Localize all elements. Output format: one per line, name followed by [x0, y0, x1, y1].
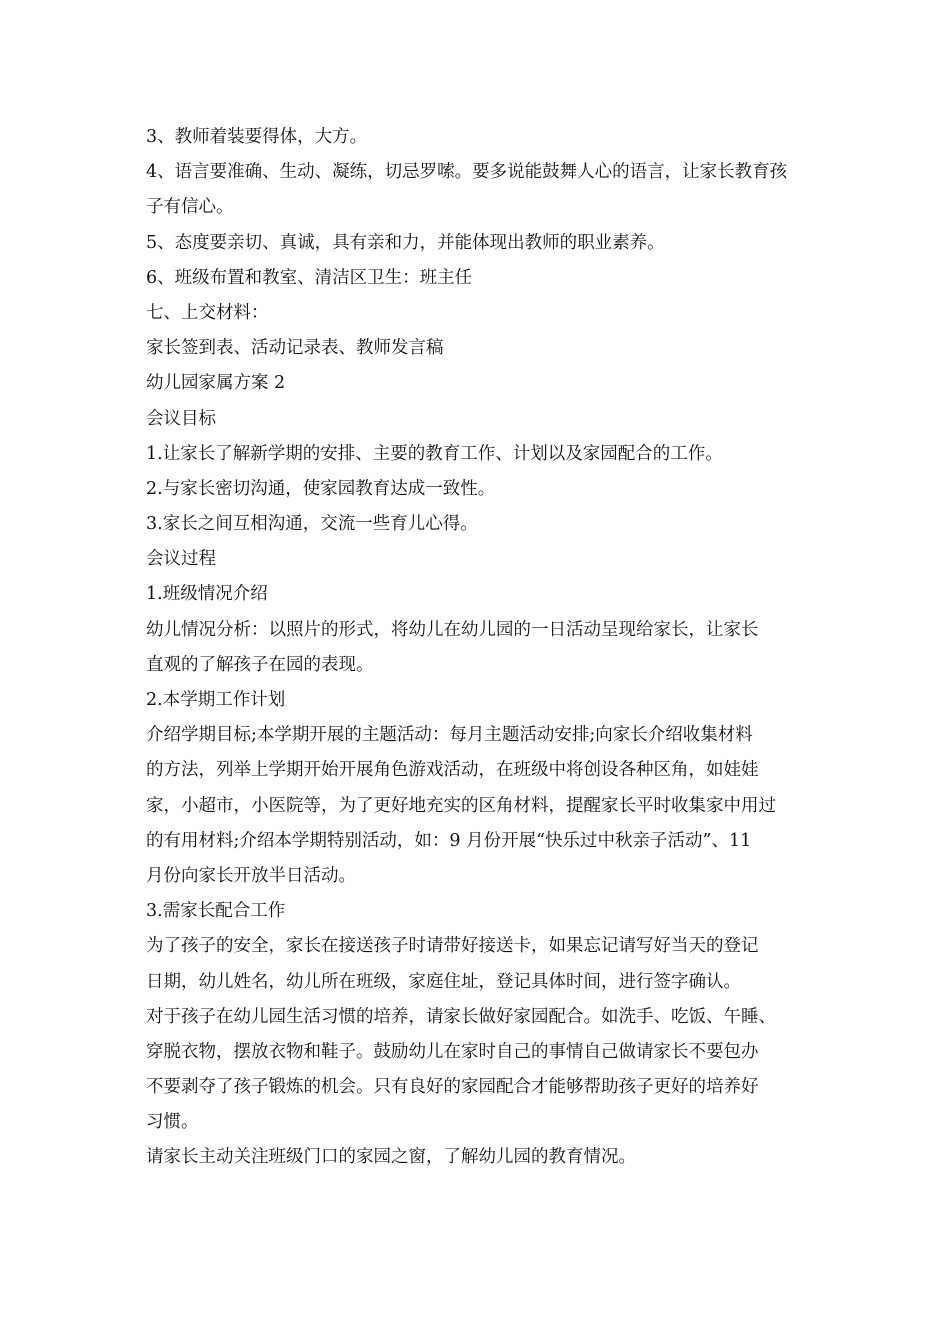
subsection-heading: 2.本学期工作计划: [146, 690, 286, 710]
text-line: 5、态度要亲切、真诚，具有亲和力，并能体现出教师的职业素养。: [146, 232, 665, 253]
text-line: 直观的了解孩子在园的表现。: [146, 654, 374, 675]
text-line: 的方法，列举上学期开始开展角色游戏活动，在班级中将创设各种区角，如娃娃: [146, 760, 759, 781]
subsection-heading: 3.需家长配合工作: [146, 901, 286, 922]
text-line: 介绍学期目标;本学期开展的主题活动：每月主题活动安排;向家长介绍收集材料: [146, 725, 753, 746]
text-line: 1.让家长了解新学期的安排、主要的教育工作、计划以及家园配合的工作。: [146, 443, 723, 464]
text-line: 对于孩子在幼儿园生活习惯的培养，请家长做好家园配合。如洗手、吃饭、午睡、: [146, 1006, 776, 1027]
text-line: 不要剥夺了孩子锻炼的机会。只有良好的家园配合才能够帮助孩子更好的培养好: [146, 1077, 759, 1098]
document-title: 幼儿园家属方案 2: [146, 373, 286, 394]
text-line: 6、班级布置和教室、清洁区卫生：班主任: [146, 267, 473, 288]
section-heading: 七、上交材料：: [146, 302, 269, 323]
text-line: 3.家长之间互相沟通，交流一些育儿心得。: [146, 514, 478, 535]
text-line: 为了孩子的安全，家长在接送孩子时请带好接送卡，如果忘记请写好当天的登记: [146, 936, 759, 957]
subsection-heading: 1.班级情况介绍: [146, 584, 268, 605]
section-heading: 会议目标: [146, 408, 216, 429]
text-line: 2.与家长密切沟通，使家园教育达成一致性。: [146, 478, 496, 499]
text-line: 穿脱衣物，摆放衣物和鞋子。鼓励幼儿在家时自己的事情自己做请家长不要包办: [146, 1041, 759, 1062]
text-line: 月份向家长开放半日活动。: [146, 865, 356, 886]
text-line: 请家长主动关注班级门口的家园之窗，了解幼儿园的教育情况。: [146, 1147, 636, 1168]
text-line: 家长签到表、活动记录表、教师发言稿: [146, 338, 444, 359]
text-line: 子有信心。: [146, 197, 234, 218]
text-line: 4、语言要准确、生动、凝练，切忌罗嗦。要多说能鼓舞人心的语言，让家长教育孩: [146, 162, 788, 183]
text-line: 家，小超市，小医院等，为了更好地充实的区角材料，提醒家长平时收集家中用过: [146, 795, 776, 816]
document-body: [146, 120, 810, 1176]
text-line: 幼儿情况分析：以照片的形式，将幼儿在幼儿园的一日活动呈现给家长，让家长: [146, 619, 759, 640]
text-line: 3、教师着装要得体，大方。: [146, 127, 368, 147]
text-line: 日期，幼儿姓名，幼儿所在班级，家庭住址，登记具体时间，进行签字确认。: [146, 971, 741, 992]
text-line: 的有用材料;介绍本学期特别活动，如：9 月份开展“快乐过中秋亲子活动”、11: [146, 830, 752, 851]
text-line: 习惯。: [146, 1112, 199, 1133]
section-heading: 会议过程: [146, 549, 216, 570]
